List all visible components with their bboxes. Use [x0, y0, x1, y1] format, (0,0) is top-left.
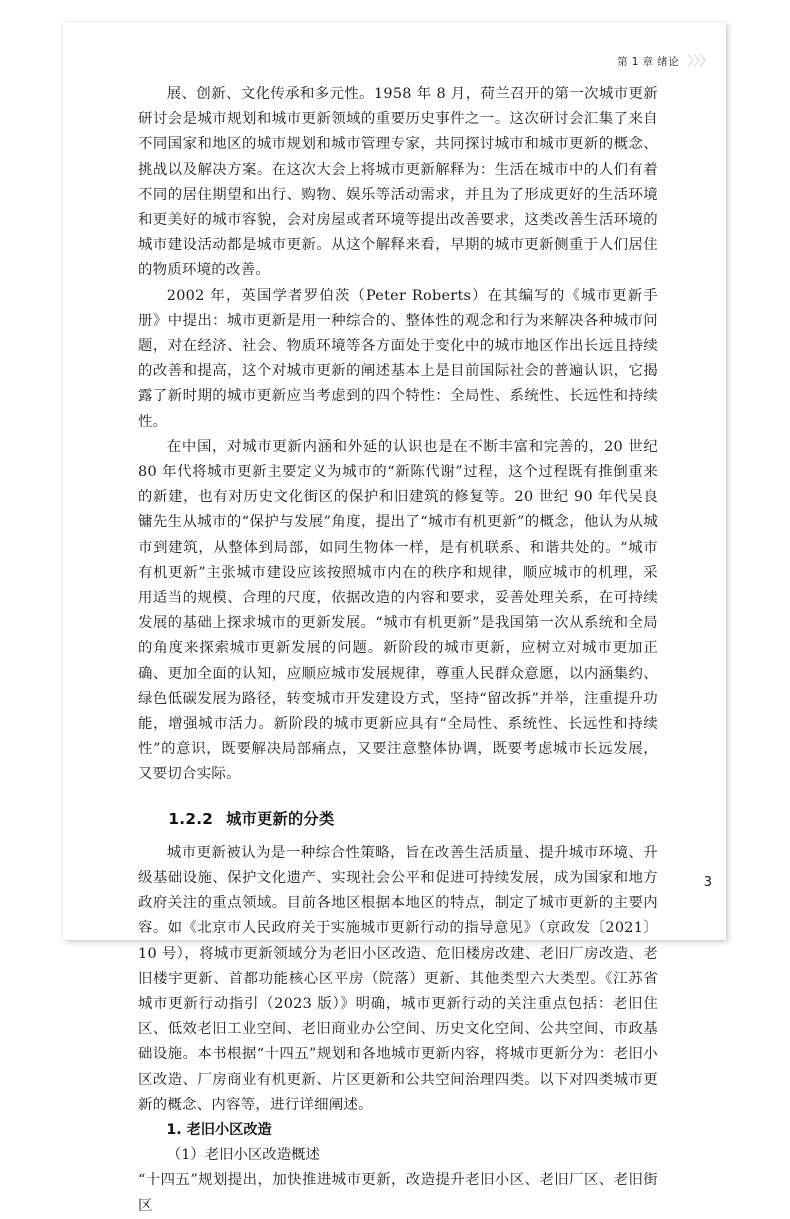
body-paragraph-2: 2002 年，英国学者罗伯茨（Peter Roberts）在其编写的《城市更新手册》中提出：城市更新是用一种综合的、整体性的观念和行为来解决各种城市问题，对在经济、社会、物质环境等各方面处于变化中的城市地区作出长远且持续的改善和提高，这个对城市更新的阐述基本上是目前国际社会的普遍认识，它揭露了新时期的城市更新应当考虑到的四个特性：全局性、系统性、长远性和持续性。	[138, 287, 658, 430]
body-paragraph-3: 在中国，对城市更新内涵和外延的认识也是在不断丰富和完善的，20 世纪 80 年代将城市更新主要定义为城市的“新陈代谢”过程，这个过程既有推倒重来的新建，也有对历史文化街区的保护和旧建筑的修复等。20 世纪 90 年代吴良镛先生从城市的“保护与发展”角度，提出了“城市有机更新”的概念，他认为从城市到建筑，从整体到局部，如同生物体一样，是有机联系、和谐共处的。“城市有机更新”主张城市建设应该按照城市内在的秩序和规律，顺应城市的机理，采用适当的规模、合理的尺度，依据改造的内容和要求，妥善处理关系，在可持续发展的基础上探求城市的更新发展。“城市有机更新”是我国第一次从系统和全局的角度来探索城市更新发展的问题。新阶段的城市更新，应树立对城市更加正确、更加全面的认知，应顺应城市发展规律，尊重人民群众意愿，以内涵集约、绿色低碳发展为路径，转变城市开发建设方式，坚持“留改拆”并举，注重提升功能，增强城市活力。新阶段的城市更新应具有“全局性、系统性、长远性和持续性”的意识，既要解决局部痛点，又要注意整体协调，既要考虑城市长远发展，又要切合实际。	[138, 438, 658, 783]
body-paragraph-1: 展、创新、文化传承和多元性。1958 年 8 月，荷兰召开的第一次城市更新研讨会是城市规划和城市更新领域的重要历史事件之一。这次研讨会汇集了来自不同国家和地区的城市规划和城市管理专家，共同探讨城市和城市更新的概念、挑战以及解决方案。在这次大会上将城市更新解释为：生活在城市中的人们有着不同的居住期望和出行、购物、娱乐等活动需求，并且为了形成更好的生活环境和更美好的城市容貌，会对房屋或者环境等提出改善要求，这类改善生活环境的城市建设活动都是城市更新。从这个解释来看，早期的城市更新侧重于人们居住的物质环境的改善。	[138, 86, 658, 279]
section-heading	[138, 807, 658, 831]
running-head-title: 第 1 章 绪论	[617, 56, 679, 68]
section-number: 1.2.2	[168, 809, 214, 828]
sub-heading-1: 1. 老旧小区改造	[166, 1121, 272, 1138]
section-title: 城市更新的分类	[226, 809, 335, 828]
sub-sub-heading-1: （1）老旧小区改造概述	[166, 1147, 320, 1164]
triple-chevron-right-icon: 〉〉〉	[687, 53, 712, 70]
sub-sub-paragraph-1: “十四五”规划提出，加快推进城市更新，改造提升老旧小区、老旧厂区、老旧街区	[138, 1172, 658, 1214]
text-column	[138, 82, 658, 1219]
section-paragraph-1: 城市更新被认为是一种综合性策略，旨在改善生活质量、提升城市环境、升级基础设施、保护文化遗产、实现社会公平和促进可持续发展，成为国家和地方政府关注的重点领域。目前各地区根据本地区的特点，制定了城市更新的主要内容。如《北京市人民政府关于实施城市更新行动的指导意见》（京政发〔2021〕10 号），将城市更新领域分为老旧小区改造、危旧楼房改建、老旧厂房改造、老旧楼宇更新、首都功能核心区平房（院落）更新、其他类型六大类型。《江苏省城市更新行动指引（2023 版）》明确，城市更新行动的关注重点包括：老旧住区、低效老旧工业空间、老旧商业办公空间、历史文化空间、公共空间、市政基础设施。本书根据“十四五”规划和各地城市更新内容，将城市更新分为：老旧小区改造、厂房商业有机更新、片区更新和公共空间治理四类。以下对四类城市更新的概念、内容等，进行详细阐述。	[138, 844, 658, 1113]
page-number: 3	[703, 875, 712, 890]
page-sheet	[63, 22, 726, 1214]
running-head	[617, 54, 712, 69]
